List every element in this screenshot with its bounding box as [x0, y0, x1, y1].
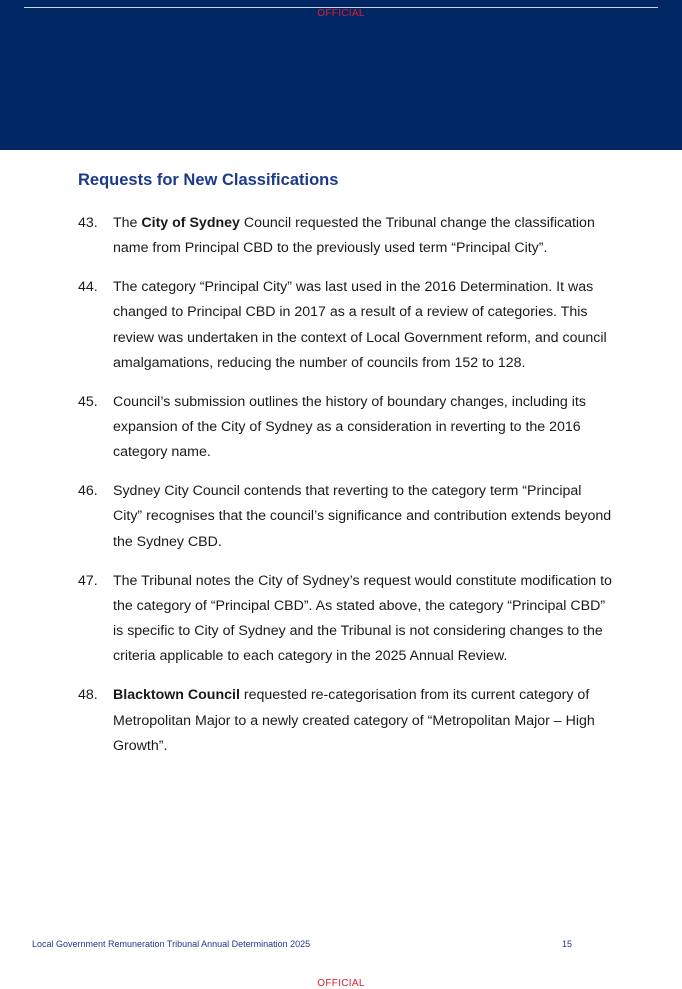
section-heading: Requests for New Classifications	[78, 171, 339, 189]
paragraph-text-lead: The	[113, 215, 142, 231]
paragraph-list	[78, 211, 613, 773]
footer-document-title: Local Government Remuneration Tribunal Annual Determination 2025	[32, 939, 311, 949]
paragraph-44	[78, 275, 613, 376]
paragraph-text-body: requested re-categorisation from its current category of Metropolitan Major to a newly created category of “Metropolitan Major – High Growth”.	[113, 687, 595, 754]
header-banner	[0, 0, 682, 150]
paragraph-text: Council’s submission outlines the history of boundary changes, including its expansion of the City of Sydney as a consideration in reverting to the 2016 category name.	[113, 393, 586, 461]
paragraph-45	[78, 390, 613, 466]
paragraph-text: The category “Principal City” was last used in the 2016 Determination. It was changed to Principal CBD in 2017 as a result of a review of categories. This review was undertaken in the context of Local Government reform, and council amalgamations, reducing the number of councils from 152 to 128.	[113, 279, 607, 371]
paragraph-text: Sydney City Council contends that reverting to the category term “Principal City” recognises that the council’s significance and contribution extends beyond the Sydney CBD.	[113, 483, 612, 550]
paragraph-46	[78, 479, 613, 555]
paragraph-48	[78, 683, 613, 759]
paragraph-text: The Tribunal notes the City of Sydney’s request would constitute modification to the category of “Principal CBD”. As stated above, the category “Principal CBD” is specific to City of Sydney and the Tribunal is not considering changes to the criteria applicable to each category in the 2025 Annual Review.	[113, 572, 612, 665]
classification-marking-top: OFFICIAL	[317, 8, 365, 19]
paragraph-47	[78, 569, 613, 670]
paragraph-bold-entity: Blacktown Council	[113, 687, 240, 704]
paragraph-number: 43.	[78, 215, 98, 231]
paragraph-43	[78, 211, 613, 262]
paragraph-number: 47.	[78, 572, 98, 589]
paragraph-number: 44.	[78, 279, 98, 296]
paragraph-number: 46.	[78, 483, 98, 500]
paragraph-text-body: Council requested the Tribunal change the classification name from Principal CBD to the previously used term “Principal City”.	[113, 215, 595, 257]
paragraph-number: 48.	[78, 687, 98, 704]
classification-marking-bottom: OFFICIAL	[317, 978, 365, 989]
footer-page-number: 15	[562, 939, 573, 949]
paragraph-text	[113, 687, 595, 754]
paragraph-text	[113, 215, 595, 256]
paragraph-number: 45.	[78, 393, 98, 410]
paragraph-bold-entity: City of Sydney	[141, 215, 240, 231]
